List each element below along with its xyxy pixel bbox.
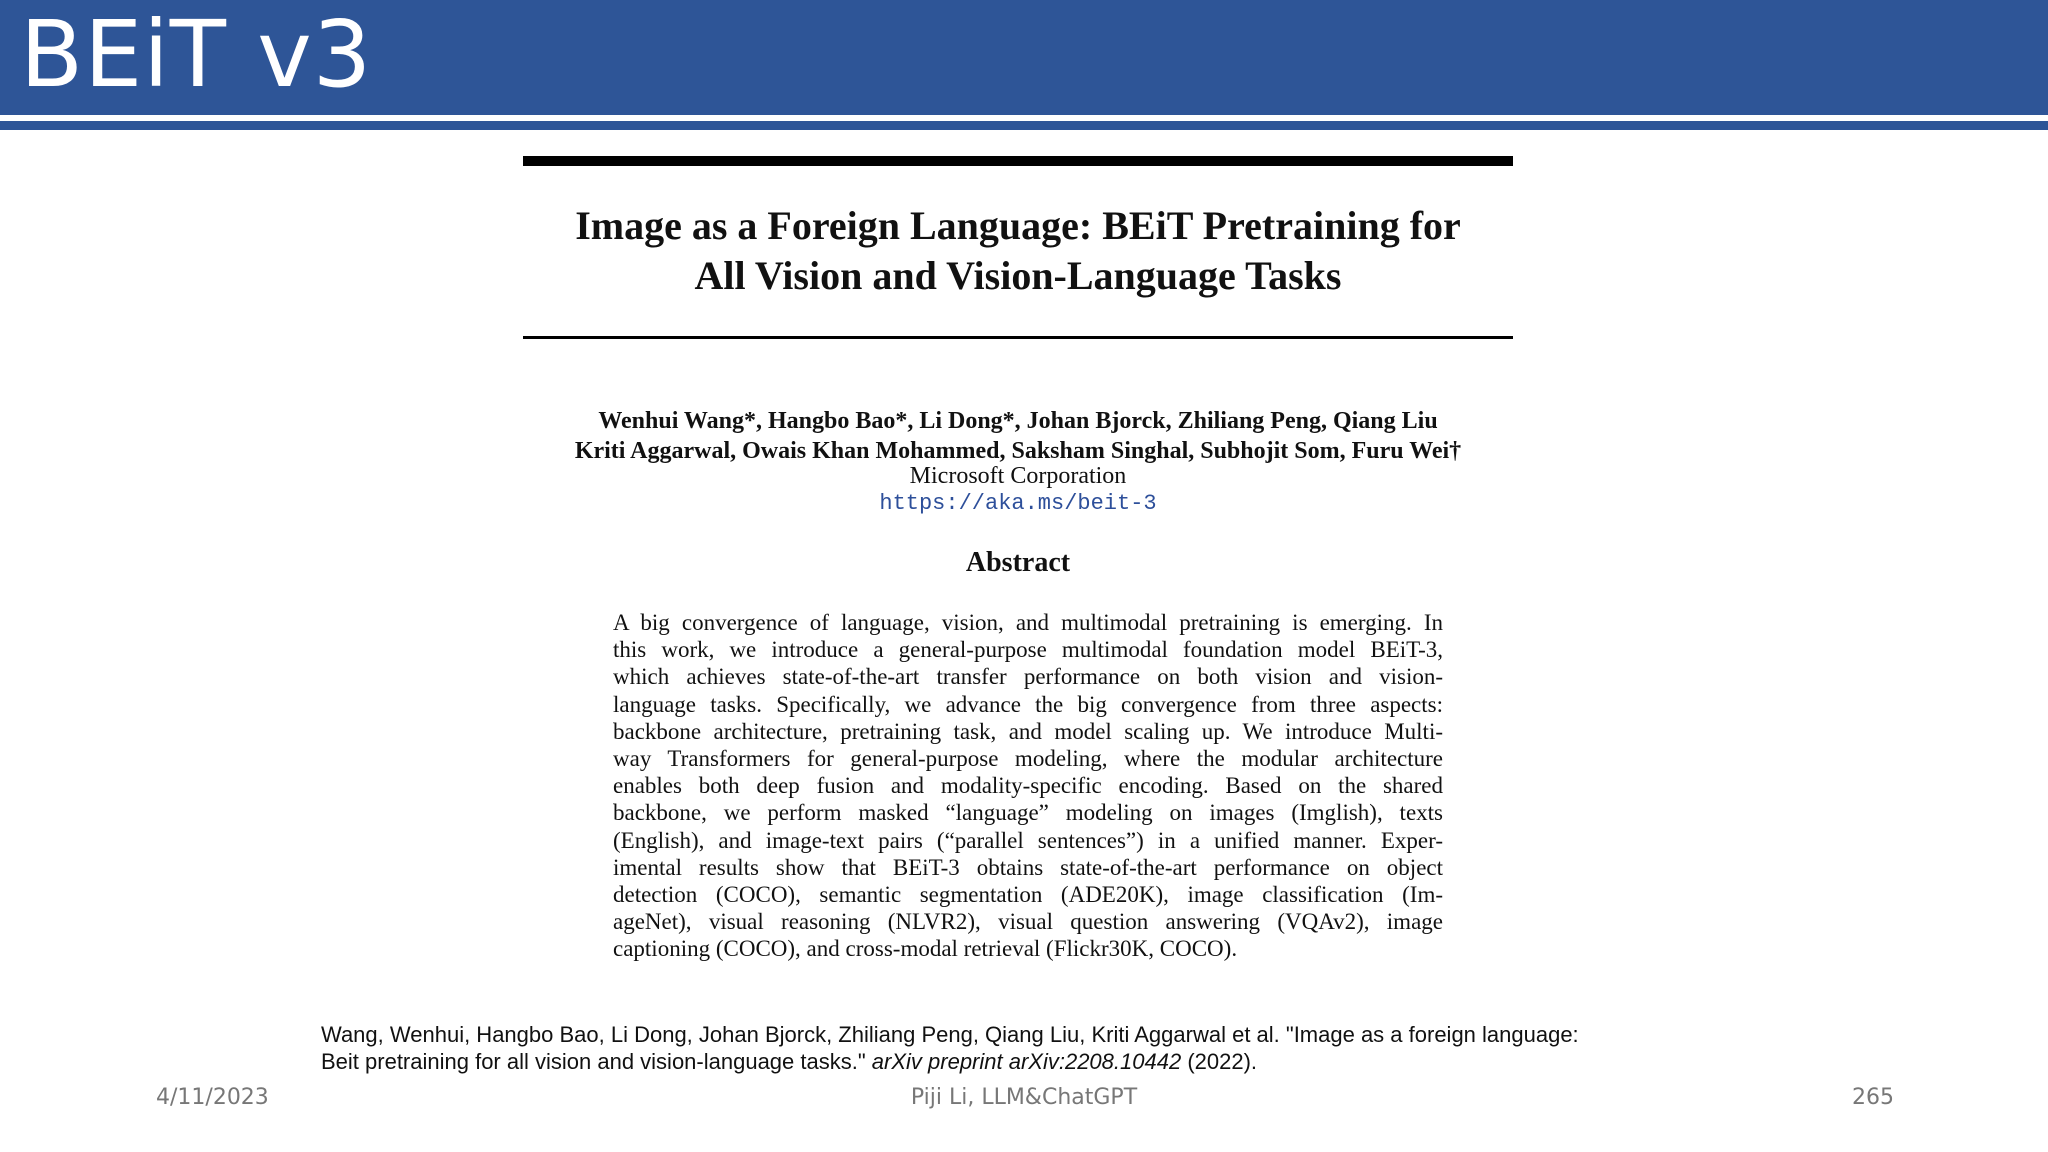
paper-bottom-rule	[523, 336, 1513, 339]
citation	[321, 1021, 1741, 1075]
abstract-line: imental results show that BEiT-3 obtains state-of-the-art performance on object	[613, 854, 1443, 880]
abstract-line: (English), and image-text pairs (“parallel sentences”) in a unified manner. Exper-	[613, 827, 1443, 853]
paper-title-line1: Image as a Foreign Language: BEiT Pretraining for	[575, 203, 1461, 248]
paper-url-link[interactable]: https://aka.ms/beit-3	[879, 491, 1157, 516]
paper-top-rule	[523, 156, 1513, 166]
abstract-heading: Abstract	[965, 547, 1071, 578]
citation-line2-prefix: Beit pretraining for all vision and vision-language tasks."	[321, 1049, 872, 1074]
authors-line2: Kriti Aggarwal, Owais Khan Mohammed, Saksham Singhal, Subhojit Som, Furu Wei†	[574, 438, 1462, 464]
paper-title-line2: All Vision and Vision-Language Tasks	[694, 253, 1342, 298]
paper-authors	[523, 406, 1513, 466]
title-bar-underline	[0, 121, 2048, 130]
footer-date: 4/11/2023	[156, 1085, 269, 1110]
abstract-line: ageNet), visual reasoning (NLVR2), visual question answering (VQAv2), image	[613, 909, 1443, 935]
footer-presenter: Piji Li, LLM&ChatGPT	[910, 1085, 1138, 1110]
abstract-line: backbone architecture, pretraining task, and model scaling up. We introduce Multi-	[613, 718, 1443, 744]
abstract-line: enables both deep fusion and modality-specific encoding. Based on the shared	[613, 773, 1443, 799]
paper-affiliation: Microsoft Corporation	[909, 463, 1127, 489]
abstract-line: detection (COCO), semantic segmentation (ADE20K), image classification (Im-	[613, 882, 1443, 908]
abstract-line: A big convergence of language, vision, and multimodal pretraining is emerging. In	[613, 610, 1443, 635]
abstract-body	[613, 609, 1443, 963]
abstract-line: backbone, we perform masked “language” modeling on images (Imglish), texts	[613, 800, 1443, 826]
slide-title: BEiT v3	[20, 1, 373, 108]
footer-page-number: 265	[1852, 1085, 1894, 1110]
paper-screenshot	[523, 156, 1513, 976]
abstract-line: language tasks. Specifically, we advance the big convergence from three aspects:	[613, 691, 1443, 717]
abstract-line: way Transformers for general-purpose modeling, where the modular architecture	[613, 746, 1443, 772]
abstract-line: captioning (COCO), and cross-modal retrieval (Flickr30K, COCO).	[613, 936, 1238, 962]
citation-venue: arXiv preprint arXiv:2208.10442	[871, 1049, 1182, 1074]
paper-title	[523, 201, 1513, 301]
citation-line2-suffix: (2022).	[1181, 1049, 1258, 1074]
abstract-line: this work, we introduce a general-purpose multimodal foundation model BEiT-3,	[613, 637, 1443, 663]
authors-line1: Wenhui Wang*, Hangbo Bao*, Li Dong*, Johan Bjorck, Zhiliang Peng, Qiang Liu	[598, 408, 1438, 434]
citation-line1: Wang, Wenhui, Hangbo Bao, Li Dong, Johan Bjorck, Zhiliang Peng, Qiang Liu, Kriti Aggarwal et al. "Image as a foreign language:	[321, 1022, 1579, 1047]
abstract-line: which achieves state-of-the-art transfer performance on both vision and vision-	[613, 664, 1443, 690]
